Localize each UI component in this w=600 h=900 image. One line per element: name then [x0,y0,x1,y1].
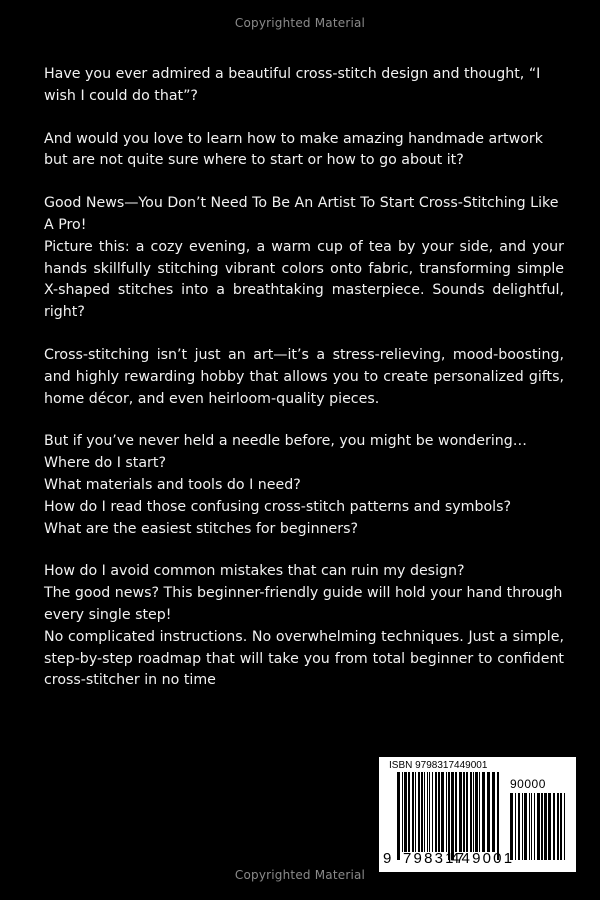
paragraph-good-news-guide: The good news? This beginner-friendly guide will hold your hand through every single step! [44,585,563,623]
paragraph-wondering: But if you’ve never held a needle before, you might be wondering… [44,433,527,450]
price-code: 90000 [510,777,546,791]
paragraph-picture-this: Picture this: a cozy evening, a warm cup of tea by your side, and your hands skillfully stitching vibrant colors onto fabric, transforming simple X-shaped stitches into a breathtaking masterpiece. Sounds delightful, right? [44,238,564,321]
isbn-barcode [379,757,576,872]
paragraph-good-news-heading: Good News—You Don’t Need To Be An Artist To Start Cross-Stitching Like A Pro! [44,195,559,233]
question-patterns: How do I read those confusing cross-stitch patterns and symbols? [44,498,512,515]
copyright-watermark-top: Copyrighted Material [234,16,366,30]
paragraph-hobby-benefits: Cross-stitching isn’t just an art—it’s a stress-relieving, mood-boosting, and highly rewarding hobby that allows you to create personalized gifts, home décor, and even heirloom-quality pieces. [44,346,564,407]
paragraph-intro-question: Have you ever admired a beautiful cross-stitch design and thought, “I wish I could do that”? [44,66,541,104]
question-mistakes: How do I avoid common mistakes that can ruin my design? [44,563,465,580]
question-stitches: What are the easiest stitches for beginners? [44,520,359,537]
paragraph-no-complicated: No complicated instructions. No overwhelming techniques. Just a simple, step-by-step roadmap that will take you from total beginner to confident cross-stitcher in no time [44,628,564,689]
question-materials: What materials and tools do I need? [44,476,301,493]
isbn-label: ISBN 9798317449001 [389,760,488,771]
paragraph-learn-question: And would you love to learn how to make amazing handmade artwork but are not quite sure where to start or how to go about it? [44,130,543,169]
barcode-right-digits: 449001 [451,850,515,867]
copyright-watermark-bottom: Copyrighted Material [234,868,366,882]
question-where-start: Where do I start? [44,455,166,472]
barcode-lead-digit: 9 [383,850,392,867]
back-cover-text [44,64,564,692]
barcode-left-digits: 798317 [403,850,467,867]
